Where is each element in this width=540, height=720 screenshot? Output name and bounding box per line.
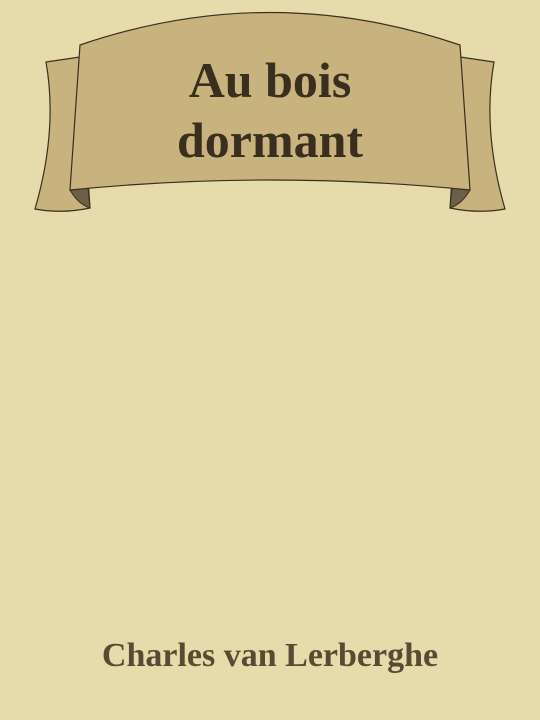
book-title [90,50,450,170]
book-title-line-2: dormant [176,112,364,168]
book-author: Charles van Lerberghe [101,637,439,674]
book-title-line-1: Au bois [188,52,352,108]
